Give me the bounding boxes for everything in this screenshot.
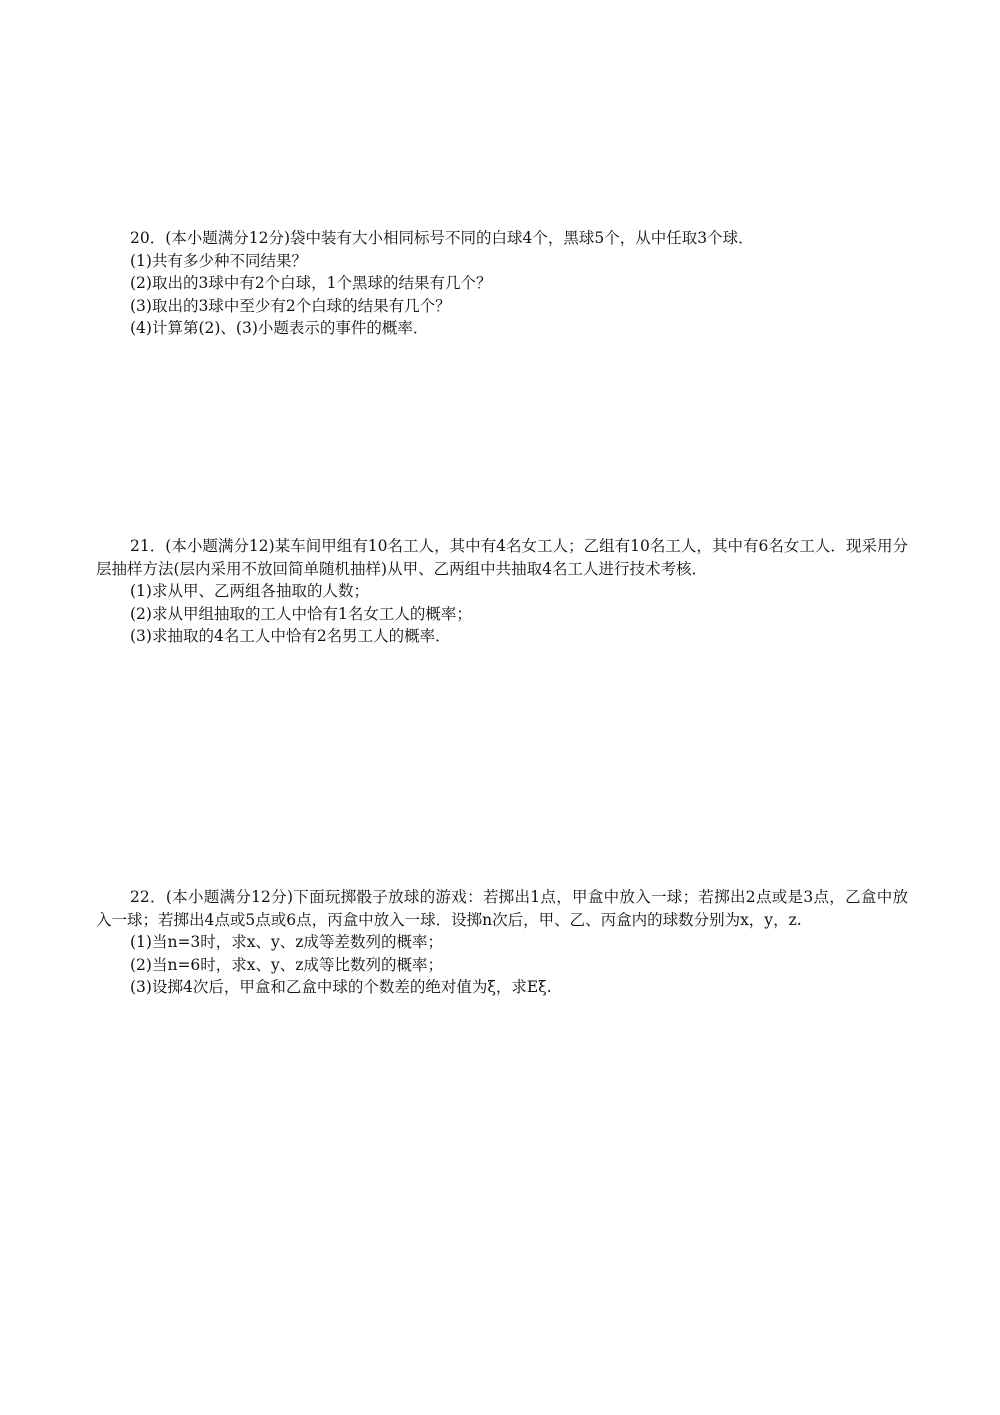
problem-stem: 21．(本小题满分12)某车间甲组有10名工人，其中有4名女工人；乙组有10名工人，其中有6名女工人．现采用分层抽样方法(层内采用不放回简单随机抽样)从甲、乙两组中共抽取4名工人进行技术考核． — [96, 537, 908, 578]
problem-part: (3)设掷4次后，甲盒和乙盒中球的个数差的绝对值为ξ，求Eξ. — [130, 978, 552, 996]
problem-part: (3)取出的3球中至少有2个白球的结果有几个？ — [130, 296, 451, 315]
problem-stem: 20．(本小题满分12分)袋中装有大小相同标号不同的白球4个，黑球5个，从中任取3个球． — [130, 229, 754, 247]
problem-part: (2)求从甲组抽取的工人中恰有1名女工人的概率； — [130, 604, 472, 623]
problem-part: (2)当n=6时，求x、y、z成等比数列的概率； — [130, 955, 443, 974]
problem-part: (2)取出的3球中有2个白球，1个黑球的结果有几个？ — [130, 274, 492, 292]
problem-part: (1)共有多少种不同结果？ — [130, 251, 307, 270]
problem-21 — [96, 535, 908, 648]
problem-part: (3)求抽取的4名工人中恰有2名男工人的概率． — [130, 627, 451, 645]
problem-part: (4)计算第(2)、(3)小题表示的事件的概率． — [130, 319, 429, 337]
problem-part: (1)求从甲、乙两组各抽取的人数； — [130, 582, 369, 600]
problem-part: (1)当n=3时，求x、y、z成等差数列的概率； — [130, 933, 443, 951]
problem-22 — [96, 886, 908, 999]
problem-stem: 22．(本小题满分12分)下面玩掷骰子放球的游戏：若掷出1点，甲盒中放入一球；若掷出2点或是3点，乙盒中放入一球；若掷出4点或5点或6点，丙盒中放入一球．设掷n次后，甲、乙、丙盒内的球数分别为x，y，z. — [96, 888, 908, 929]
problem-20 — [96, 227, 908, 340]
